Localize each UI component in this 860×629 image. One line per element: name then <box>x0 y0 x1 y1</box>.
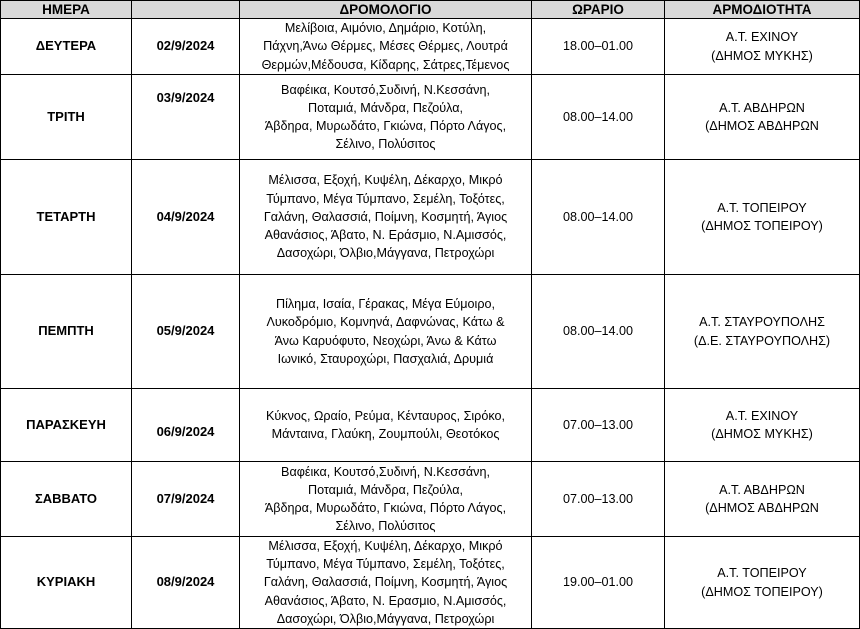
day-cell: ΔΕΥΤΕΡΑ <box>1 19 132 75</box>
route-line: Αθανάσιος, Άβατο, Ν. Ερασμιο, Ν.Αμισσός, <box>264 593 507 608</box>
hours-cell: 08.00–14.00 <box>532 160 665 275</box>
date-cell: 06/9/2024 <box>132 389 240 462</box>
authority-line: Α.Τ. ΕΧΙΝΟΥ <box>725 408 799 423</box>
day-cell: ΚΥΡΙΑΚΗ <box>1 537 132 629</box>
header-day: ΗΜΕΡΑ <box>1 1 132 19</box>
authority-line: (ΔΗΜΟΣ ΜΥΚΗΣ) <box>711 427 813 441</box>
route-line: Γαλάνη, Θαλασσιά, Ποίμνη, Κοσμητή, Άγιος <box>263 209 508 224</box>
route-line: Άβδηρα, Μυρωδάτο, Γκιώνα, Πόρτο Λάγος, <box>264 501 507 515</box>
date-cell: 07/9/2024 <box>132 462 240 537</box>
table-row <box>1 160 860 275</box>
header-date <box>132 1 240 19</box>
route-cell <box>240 160 532 275</box>
route-cell <box>240 537 532 629</box>
table-row <box>1 75 860 160</box>
header-hours: ΩΡΑΡΙΟ <box>532 1 665 19</box>
route-line: Γαλάνη, Θαλασσιά, Ποίμνη, Κοσμητή, Άγιος <box>263 575 508 590</box>
hours-cell: 18.00–01.00 <box>532 19 665 75</box>
route-line: Ποταμιά, Μάνδρα, Πεζούλα, <box>307 100 464 115</box>
authority-line: Α.Τ. ΤΟΠΕΙΡΟΥ <box>717 200 807 215</box>
route-line: Βαφέικα, Κουτσό,Συδινή, Ν.Κεσσάνη, <box>281 464 490 479</box>
authority-line: Α.Τ. ΕΧΙΝΟΥ <box>725 30 799 45</box>
date-cell: 08/9/2024 <box>132 537 240 629</box>
date-cell: 03/9/2024 <box>132 75 240 160</box>
route-line: Πάχνη,Άνω Θέρμες, Μέσες Θέρμες, Λουτρά <box>263 39 508 54</box>
date-cell: 02/9/2024 <box>132 19 240 75</box>
header-row <box>1 1 860 19</box>
authority-line: (Δ.Ε. ΣΤΑΥΡΟΥΠΟΛΗΣ) <box>693 333 831 348</box>
table-row <box>1 537 860 629</box>
table-row <box>1 275 860 389</box>
hours-cell: 08.00–14.00 <box>532 75 665 160</box>
route-line: Ιωνικό, Σταυροχώρι, Πασχαλιά, Δρυμιά <box>277 351 494 366</box>
authority-cell <box>665 160 860 275</box>
route-cell <box>240 389 532 462</box>
date-cell: 04/9/2024 <box>132 160 240 275</box>
authority-line: (ΔΗΜΟΣ ΤΟΠΕΙΡΟΥ) <box>701 219 823 233</box>
route-cell <box>240 462 532 537</box>
route-line: Άνω Καρυόφυτο, Νεοχώρι, Άνω & Κάτω <box>274 333 497 348</box>
day-cell: ΠΕΜΠΤΗ <box>1 275 132 389</box>
table-row <box>1 19 860 75</box>
hours-cell: 07.00–13.00 <box>532 389 665 462</box>
authority-line: (ΔΗΜΟΣ ΤΟΠΕΙΡΟΥ) <box>701 584 823 599</box>
route-line: Λυκοδρόμιο, Κομνηνά, Δαφνώνας, Κάτω & <box>266 315 505 330</box>
route-line: Δασοχώρι, Όλβιο,Μάγγανα, Πετροχώρι <box>276 246 495 261</box>
hours-cell: 19.00–01.00 <box>532 537 665 629</box>
route-line: Δασοχώρι, Όλβιο,Μάγγανα, Πετροχώρι <box>276 611 495 626</box>
route-line: Σέλινο, Πολύσιτος <box>335 137 436 152</box>
hours-cell: 08.00–14.00 <box>532 275 665 389</box>
authority-line: Α.Τ. ΤΟΠΕΙΡΟΥ <box>717 566 807 581</box>
authority-cell <box>665 19 860 75</box>
authority-line: Α.Τ. ΣΤΑΥΡΟΥΠΟΛΗΣ <box>699 315 825 330</box>
route-line: Μάνταινα, Γλαύκη, Ζουμπούλι, Θεοτόκος <box>271 427 500 441</box>
date-cell: 05/9/2024 <box>132 275 240 389</box>
table-row <box>1 389 860 462</box>
authority-line: (ΔΗΜΟΣ ΜΥΚΗΣ) <box>711 48 813 63</box>
route-cell <box>240 75 532 160</box>
route-line: Αθανάσιος, Άβατο, Ν. Εράσμιο, Ν.Αμισσός, <box>264 228 507 243</box>
authority-cell <box>665 75 860 160</box>
table-row <box>1 462 860 537</box>
authority-cell <box>665 389 860 462</box>
route-line: Πίλημα, Ισαία, Γέρακας, Μέγα Εύμοιρο, <box>275 297 496 312</box>
day-cell: ΤΡΙΤΗ <box>1 75 132 160</box>
authority-line: Α.Τ. ΑΒΔΗΡΩΝ <box>719 100 805 115</box>
header-authority: ΑΡΜΟΔΙΟΤΗΤΑ <box>665 1 860 19</box>
route-line: Μέλισσα, Εξοχή, Κυψέλη, Δέκαρχο, Μικρό <box>268 173 503 188</box>
header-route: ΔΡΟΜΟΛΟΓΙΟ <box>240 1 532 19</box>
day-cell: ΣΑΒΒΑΤΟ <box>1 462 132 537</box>
authority-line: (ΔΗΜΟΣ ΑΒΔΗΡΩΝ <box>705 501 819 515</box>
authority-line: Α.Τ. ΑΒΔΗΡΩΝ <box>719 482 805 497</box>
day-cell: ΠΑΡΑΣΚΕΥΗ <box>1 389 132 462</box>
route-line: Μέλισσα, Εξοχή, Κυψέλη, Δέκαρχο, Μικρό <box>268 539 503 553</box>
authority-cell <box>665 537 860 629</box>
route-line: Τύμπανο, Μέγα Τύμπανο, Σεμέλη, Τοξότες, <box>266 191 505 206</box>
route-line: Μελίβοια, Αιμόνιο, Δημάριο, Κοτύλη, <box>284 21 487 36</box>
hours-cell: 07.00–13.00 <box>532 462 665 537</box>
route-cell <box>240 275 532 389</box>
day-cell: ΤΕΤΑΡΤΗ <box>1 160 132 275</box>
route-cell <box>240 19 532 75</box>
authority-cell <box>665 275 860 389</box>
authority-cell <box>665 462 860 537</box>
route-line: Τύμπανο, Μέγα Τύμπανο, Σεμέλη, Τοξότες, <box>266 557 505 572</box>
route-line: Άβδηρα, Μυρωδάτο, Γκιώνα, Πόρτο Λάγος, <box>264 119 507 133</box>
route-line: Σέλινο, Πολύσιτος <box>335 519 436 534</box>
route-line: Κύκνος, Ωραίο, Ρεύμα, Κένταυρος, Σιρόκο, <box>266 408 505 423</box>
authority-line: (ΔΗΜΟΣ ΑΒΔΗΡΩΝ <box>705 119 819 133</box>
route-line: Θερμών,Μέδουσα, Κίδαρης, Σάτρες,Τέμενος <box>261 57 510 72</box>
route-line: Ποταμιά, Μάνδρα, Πεζούλα, <box>307 482 464 497</box>
route-line: Βαφέικα, Κουτσό,Συδινή, Ν.Κεσσάνη, <box>281 82 490 97</box>
